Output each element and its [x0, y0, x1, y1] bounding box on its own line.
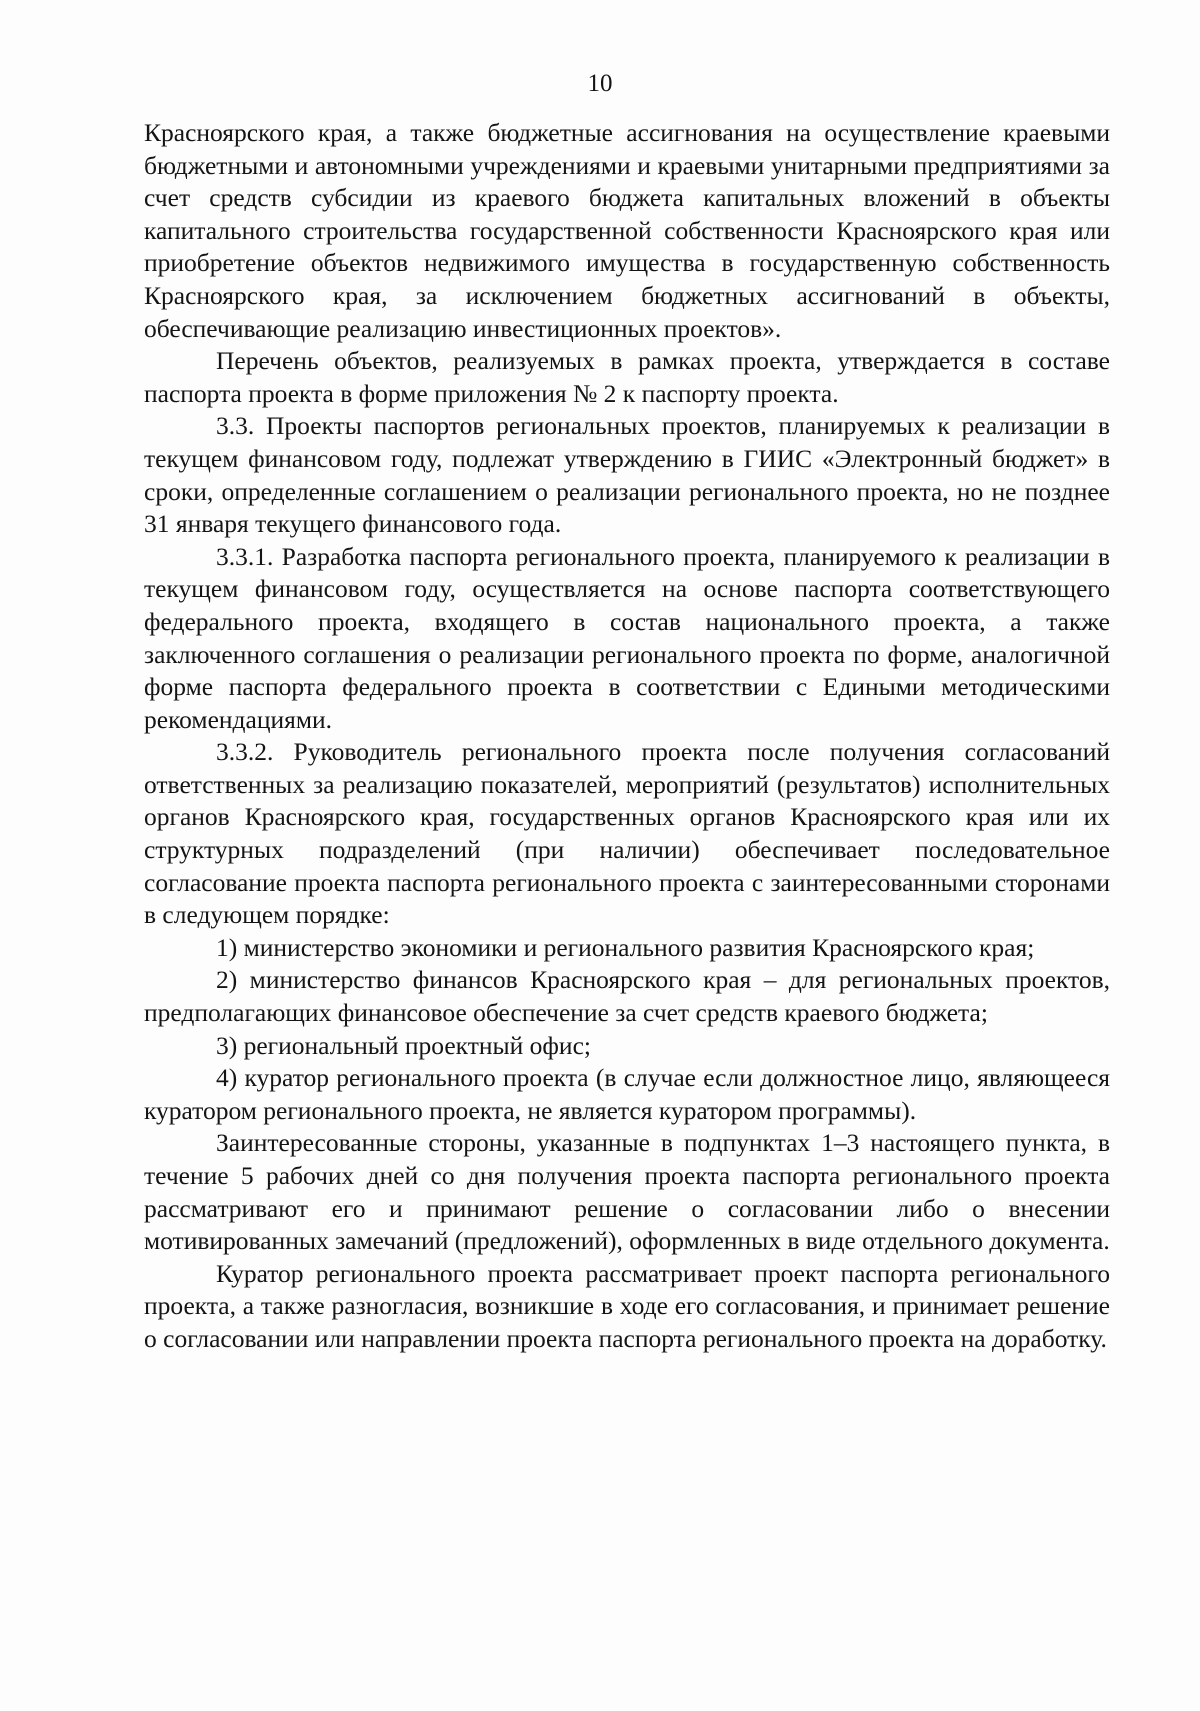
page-number: 10 [587, 70, 613, 97]
paragraph-3-3-1: 3.3.1. Разработка паспорта регионального проекта, планируемого к реализации в текущем финансовом году, осуществляется на основе паспорта соответствующего федерального проекта, входящего в состав национального проекта, а также заключенного соглашения о реализации регионального проекта по форме, аналогичной форме паспорта федерального проекта в соответствии с Едиными методическими рекомендациями. [144, 541, 1110, 734]
document-body [144, 117, 1110, 1356]
list-item-3: 3) региональный проектный офис; [216, 1030, 591, 1060]
paragraph-3-3-2: 3.3.2. Руководитель регионального проекта после получения согласований ответственных за реализацию показателей, мероприятий (результатов) исполнительных органов Красноярского края, государственных органов Красноярского края или их структурных подразделений (при наличии) обеспечивает последовательное согласование проекта паспорта регионального проекта с заинтересованными сторонами в следующем порядке: [144, 737, 1110, 930]
paragraph-2: Перечень объектов, реализуемых в рамках проекта, утверждается в составе паспорта проекта в форме приложения № 2 к паспорту проекта. [144, 346, 1110, 408]
paragraph-curator: Куратор регионального проекта рассматривает проект паспорта регионального проекта, а также разногласия, возникшие в ходе его согласования, и принимает решение о согласовании или направлении проекта паспорта регионального проекта на доработку. [144, 1258, 1110, 1353]
paragraph-stakeholders: Заинтересованные стороны, указанные в подпунктах 1–3 настоящего пункта, в течение 5 рабочих дней со дня получения проекта паспорта регионального проекта рассматривают его и принимают решение о согласовании либо о внесении мотивированных замечаний (предложений), оформленных в виде отдельного документа. [144, 1128, 1110, 1256]
list-item-1: 1) министерство экономики и регионального развития Красноярского края; [216, 932, 1035, 962]
paragraph-1: Красноярского края, а также бюджетные ассигнования на осуществление краевыми бюджетными и автономными учреждениями и краевыми унитарными предприятиями за счет средств субсидии из краевого бюджета капитальных вложений в объекты капитального строительства государственной собственности Красноярского края или приобретение объектов недвижимого имущества в государственную собственность Красноярского края, за исключением бюджетных ассигнований в объекты, обеспечивающие реализацию инвестиционных проектов». [144, 118, 1110, 343]
list-item-4: 4) куратор регионального проекта (в случае если должностное лицо, являющееся куратором регионального проекта, не является куратором программы). [144, 1063, 1110, 1125]
list-item-2: 2) министерство финансов Красноярского края – для региональных проектов, предполагающих финансовое обеспечение за счет средств краевого бюджета; [144, 965, 1110, 1028]
paragraph-3-3: 3.3. Проекты паспортов региональных проектов, планируемых к реализации в текущем финансовом году, подлежат утверждению в ГИИС «Электронный бюджет» в сроки, определенные соглашением о реализации регионального проекта, но не позднее 31 января текущего финансового года. [144, 411, 1110, 539]
